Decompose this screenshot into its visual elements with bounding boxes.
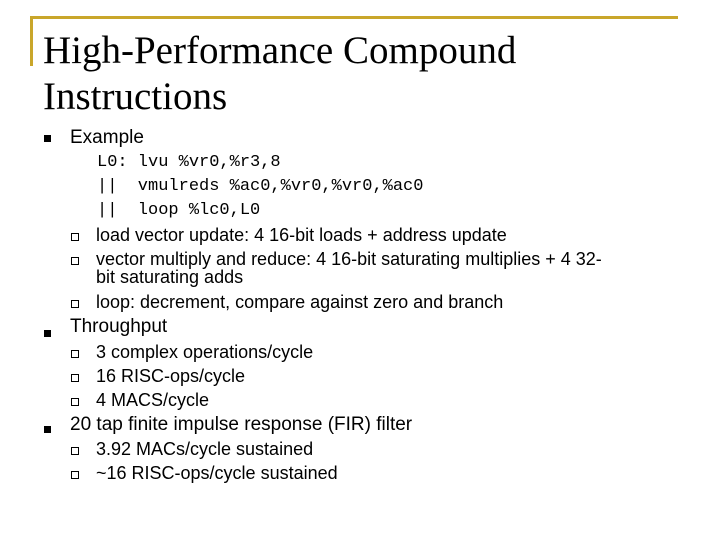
square-bullet-icon — [44, 426, 51, 433]
square-bullet-icon — [44, 135, 51, 142]
sub-item-load-vector: load vector update: 4 16-bit loads + address update — [96, 225, 507, 245]
hollow-square-bullet-icon — [71, 471, 79, 479]
hollow-square-bullet-icon — [71, 300, 79, 308]
hollow-square-bullet-icon — [71, 257, 79, 265]
code-line-1: L0: lvu %vr0,%r3,8 — [97, 153, 281, 172]
hollow-square-bullet-icon — [71, 233, 79, 241]
code-line-3: || loop %lc0,L0 — [97, 201, 261, 220]
sub-item-macs-sustained: 3.92 MACs/cycle sustained — [96, 439, 314, 459]
title-frame-left — [30, 16, 33, 66]
bullet-example: Example — [70, 127, 144, 148]
hollow-square-bullet-icon — [71, 447, 79, 455]
slide-title-line1: High-Performance Compound — [43, 29, 517, 72]
square-bullet-icon — [44, 330, 51, 337]
bullet-throughput: Throughput — [70, 316, 168, 337]
title-frame-top — [30, 16, 678, 19]
sub-item-macs: 4 MACS/cycle — [96, 390, 210, 410]
sub-item-complex-ops: 3 complex operations/cycle — [96, 342, 314, 362]
hollow-square-bullet-icon — [71, 350, 79, 358]
hollow-square-bullet-icon — [71, 374, 79, 382]
hollow-square-bullet-icon — [71, 398, 79, 406]
sub-item-risc-sustained: ~16 RISC-ops/cycle sustained — [96, 463, 338, 483]
bullet-fir-filter: 20 tap finite impulse response (FIR) filter — [70, 414, 413, 435]
slide-title — [43, 28, 683, 120]
sub-item-risc-ops: 16 RISC-ops/cycle — [96, 366, 246, 386]
sub-item-loop: loop: decrement, compare against zero and branch — [96, 292, 504, 312]
code-line-2: || vmulreds %ac0,%vr0,%vr0,%ac0 — [97, 177, 424, 196]
sub-item-vector-multiply-cont: bit saturating adds — [96, 267, 244, 287]
sub-item-vector-multiply: vector multiply and reduce: 4 16-bit saturating multiplies + 4 32- — [96, 249, 602, 269]
slide-title-line2: Instructions — [43, 75, 228, 118]
